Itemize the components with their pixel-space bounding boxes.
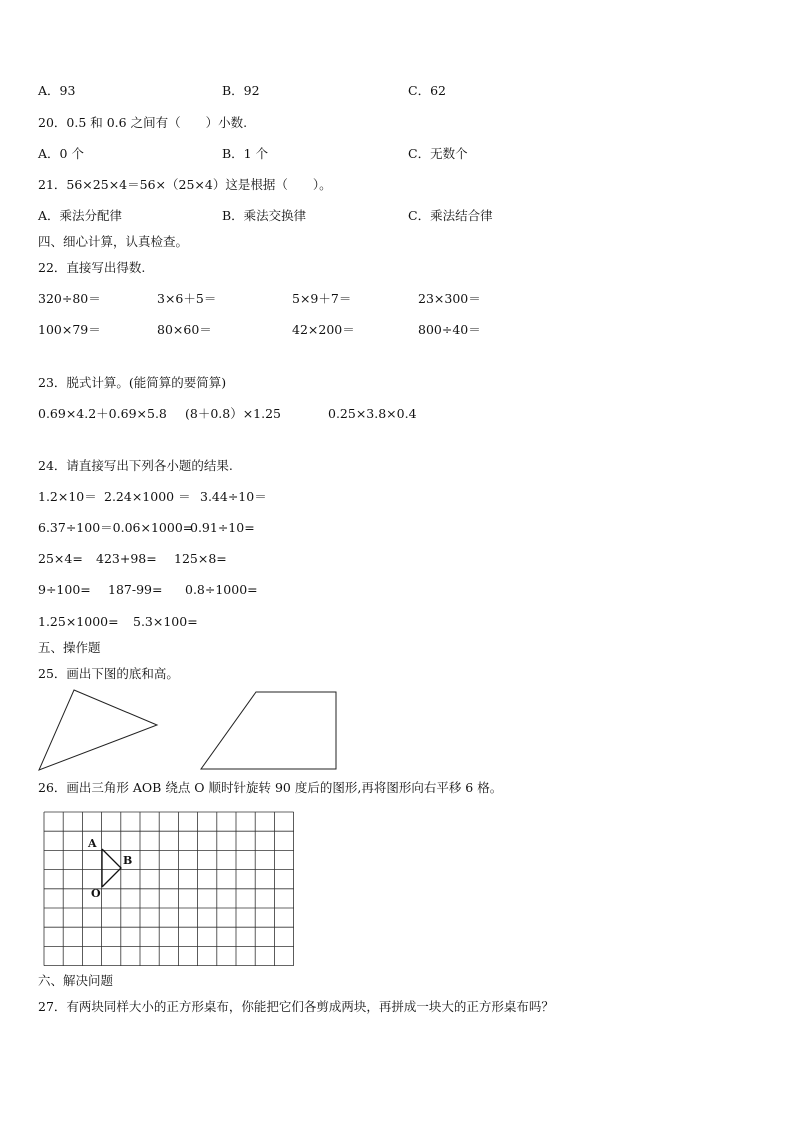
q24-r1-c3: 3.44÷10＝ [200,489,267,504]
q27-question: 27．有两块同样大小的正方形桌布，你能把它们各剪成两块，再拼成一块大的正方形桌布吗？ [38,999,554,1014]
q20-option-b: B．1 个 [222,146,269,161]
section4-title: 四、细心计算，认真检查。 [38,234,189,249]
q23-item-2: (8＋0.8）×1.25 [185,406,282,421]
q24-r2-c1: 6.37÷100＝0.06×1000= [38,520,194,535]
q22-r2-c4: 800÷40＝ [418,322,481,337]
q23-question: 23．脱式计算。(能简算的要简算) [38,375,227,390]
q21-option-a: A．乘法分配律 [38,208,123,223]
q22-r2-c1: 100×79＝ [38,322,101,337]
q24-r3-c2: 423+98= [96,551,157,566]
q26-label-o: O [91,887,101,900]
q26-question: 26．画出三角形 AOB 绕点 O 顺时针旋转 90 度后的图形,再将图形向右平移 6 格。 [38,780,503,795]
q24-r4-c2: 187-99= [108,582,163,597]
q26-triangle-aob [102,849,121,887]
q23-item-1: 0.69×4.2＋0.69×5.8 [38,406,167,421]
q24-r5-c2: 5.3×100= [133,614,198,629]
q24-question: 24．请直接写出下列各小题的结果. [38,458,233,473]
q24-r2-c2: 0.91÷10= [190,520,255,535]
q20-option-c: C．无数个 [408,146,468,161]
q22-r1-c1: 320÷80＝ [38,291,101,306]
q22-r1-c4: 23×300＝ [418,291,481,306]
q20-option-a: A．0 个 [38,146,84,161]
q24-r1-c2: 2.24×1000 ＝ [104,489,191,504]
q25-trapezoid [201,692,336,769]
q26-grid [44,812,294,966]
q25-question: 25．画出下图的底和高。 [38,666,179,681]
q24-r5-c1: 1.25×1000= [38,614,119,629]
q25-triangle [39,690,157,770]
q23-item-3: 0.25×3.8×0.4 [328,406,417,421]
q19-option-a: A．93 [38,83,76,98]
q21-question: 21．56×25×4＝56×（25×4）这是根据（ ）。 [38,177,332,192]
q21-option-b: B．乘法交换律 [222,208,307,223]
q19-option-b: B．92 [222,83,260,98]
q26-label-b: B [123,854,133,867]
q24-r1-c1: 1.2×10＝ [38,489,97,504]
q22-r1-c3: 5×9＋7＝ [292,291,352,306]
q22-question: 22．直接写出得数. [38,260,146,275]
q24-r3-c3: 125×8= [174,551,227,566]
q22-r1-c2: 3×6＋5＝ [157,291,217,306]
q22-r2-c3: 42×200＝ [292,322,355,337]
q21-option-c: C．乘法结合律 [408,208,493,223]
q19-option-c: C．62 [408,83,446,98]
q24-r4-c1: 9÷100= [38,582,91,597]
section6-title: 六、解决问题 [38,973,114,988]
q20-question: 20．0.5 和 0.6 之间有（ ）小数. [38,115,248,130]
q24-r4-c3: 0.8÷1000= [185,582,258,597]
q22-r2-c2: 80×60＝ [157,322,212,337]
q24-r3-c1: 25×4= [38,551,83,566]
section5-title: 五、操作题 [38,640,101,655]
q26-label-a: A [88,837,97,850]
